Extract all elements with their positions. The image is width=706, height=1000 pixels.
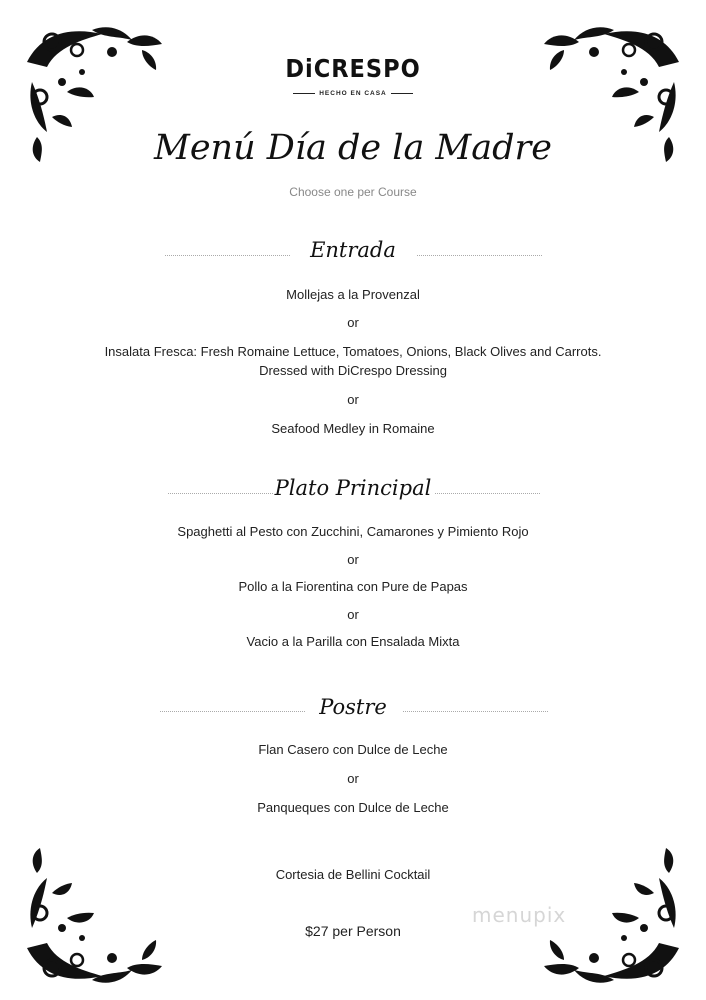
logo-tagline-text: HECHO EN CASA [319,90,387,97]
divider-right [403,711,548,712]
or-separator: or [347,552,359,567]
logo-tagline [0,90,706,97]
section-heading-postre: Postre [319,695,387,719]
menu-subtitle: Choose one per Course [289,185,417,199]
menu-item: Flan Casero con Dulce de Leche [258,742,448,757]
divider-right [417,255,542,256]
menu-item: Spaghetti al Pesto con Zucchini, Camarones y Pimiento Rojo [177,524,529,539]
menu-item-detail: Dressed with DiCrespo Dressing [259,363,447,378]
or-separator: or [347,771,359,786]
watermark: menupix [472,903,567,927]
or-separator: or [347,392,359,407]
complimentary-drink: Cortesia de Bellini Cocktail [275,867,431,882]
or-separator: or [347,607,359,622]
menu-item: Mollejas a la Provenzal [286,287,420,302]
price: $27 per Person [305,923,401,939]
divider-right [435,493,540,494]
or-separator: or [347,315,359,330]
menu-item: Panqueques con Dulce de Leche [257,800,449,815]
menu-item: Pollo a la Fiorentina con Pure de Papas [238,579,468,594]
menu-title: Menú Día de la Madre [154,128,552,168]
restaurant-logo: DiCRESPO [285,54,421,83]
menu-item: Vacio a la Parilla con Ensalada Mixta [246,634,460,649]
menu-item: Insalata Fresca: Fresh Romaine Lettuce, Tomatoes, Onions, Black Olives and Carrots. [104,344,602,359]
menu-item: Seafood Medley in Romaine [271,421,435,436]
section-heading-entrada: Entrada [310,238,396,262]
section-heading-principal: Plato Principal [274,476,432,500]
